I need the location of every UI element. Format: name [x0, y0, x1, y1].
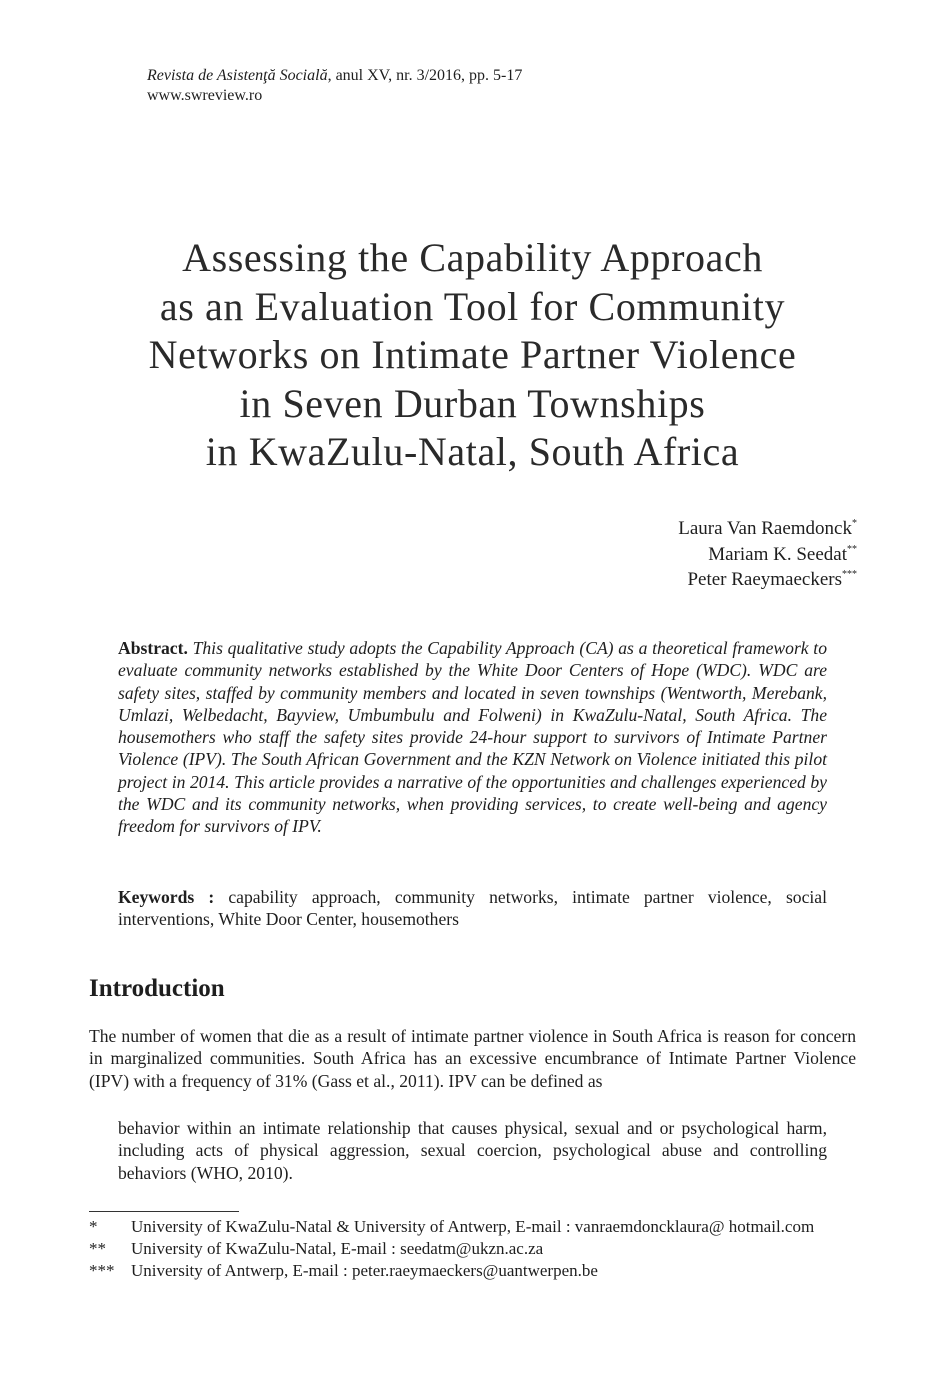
footnote [89, 1260, 856, 1282]
keywords [118, 886, 827, 931]
author-footnote-mark: ** [847, 543, 857, 555]
paper-title [90, 234, 855, 477]
title-line: Networks on Intimate Partner Violence [148, 332, 797, 377]
section-heading-introduction: Introduction [89, 975, 225, 1002]
block-quote: behavior within an intimate relationship that causes physical, sexual and or psychological harm, including acts of physical aggression, sexual coercion, psychological abuse and controlling behaviors (WHO, 2010). [118, 1118, 827, 1183]
author-footnote-mark: *** [842, 569, 857, 580]
journal-name: Revista de Asistenţă Socială [147, 67, 328, 84]
introduction-paragraph: The number of women that die as a result of intimate partner violence in South Africa is reason for concern in marginalized communities. South Africa has an excessive encumbrance of Intimate Partner Violence (IPV) with a frequency of 31% (Gass et al., 2011). IPV can be defined as [89, 1026, 856, 1091]
journal-issue: , anul XV, nr. 3/2016, pp. 5-17 [327, 67, 523, 84]
author-name: Peter Raeymaeckers [687, 569, 842, 590]
footnote-mark: ** [89, 1239, 106, 1258]
author-name: Laura Van Raemdonck [678, 518, 852, 539]
footnote [89, 1216, 856, 1238]
keywords-label: Keywords : [118, 887, 215, 907]
footnote-text: University of KwaZulu-Natal & University of Antwerp, E-mail : vanraemdoncklaura@ hotmail.com [131, 1217, 815, 1236]
footnote-text: University of Antwerp, E-mail : peter.raeymaeckers@uantwerpen.be [131, 1261, 598, 1280]
abstract-label: Abstract. [118, 638, 188, 658]
author [678, 542, 857, 568]
journal-citation [147, 66, 522, 86]
footnotes [89, 1216, 856, 1282]
author [678, 516, 857, 542]
footnote-divider [89, 1211, 239, 1212]
journal-header [147, 66, 522, 106]
title-line: Assessing the Capability Approach [182, 235, 763, 280]
author [678, 567, 857, 593]
footnote [89, 1238, 856, 1260]
footnote-text: University of KwaZulu-Natal, E-mail : seedatm@ukzn.ac.za [131, 1239, 544, 1258]
title-line: in KwaZulu-Natal, South Africa [205, 429, 740, 474]
journal-website: www.swreview.ro [147, 87, 263, 104]
author-footnote-mark: * [852, 518, 857, 529]
footnote-mark: *** [89, 1261, 115, 1280]
title-line: as an Evaluation Tool for Community [159, 283, 786, 329]
keywords-text: capability approach, community networks, intimate partner violence, social interventions, White Door Center, housemothers [118, 887, 827, 930]
author-list [678, 516, 857, 593]
abstract-text: This qualitative study adopts the Capability Approach (CA) as a theoretical framework to evaluate community networks established by the White Door Centers of Hope (WDC). WDC are safety sites, staffed by community members and located in seven townships (Wentworth, Merebank, Umlazi, Welbedacht, Bayview, Umbumbulu and Folweni) in KwaZulu-Natal, South Africa. The housemothers who staff the safety sites provide 24-hour support to survivors of Intimate Partner Violence (IPV). The South African Government and the KZN Network on Violence initiated this pilot project in 2014. This article provides a narrative of the opportunities and challenges experienced by the WDC and its community networks, when providing services, to create well-being and agency freedom for survivors of IPV. [118, 638, 827, 837]
title-line: in Seven Durban Townships [239, 380, 706, 426]
footnote-mark: * [89, 1217, 98, 1236]
abstract [118, 637, 827, 838]
author-name: Mariam K. Seedat [708, 543, 847, 565]
